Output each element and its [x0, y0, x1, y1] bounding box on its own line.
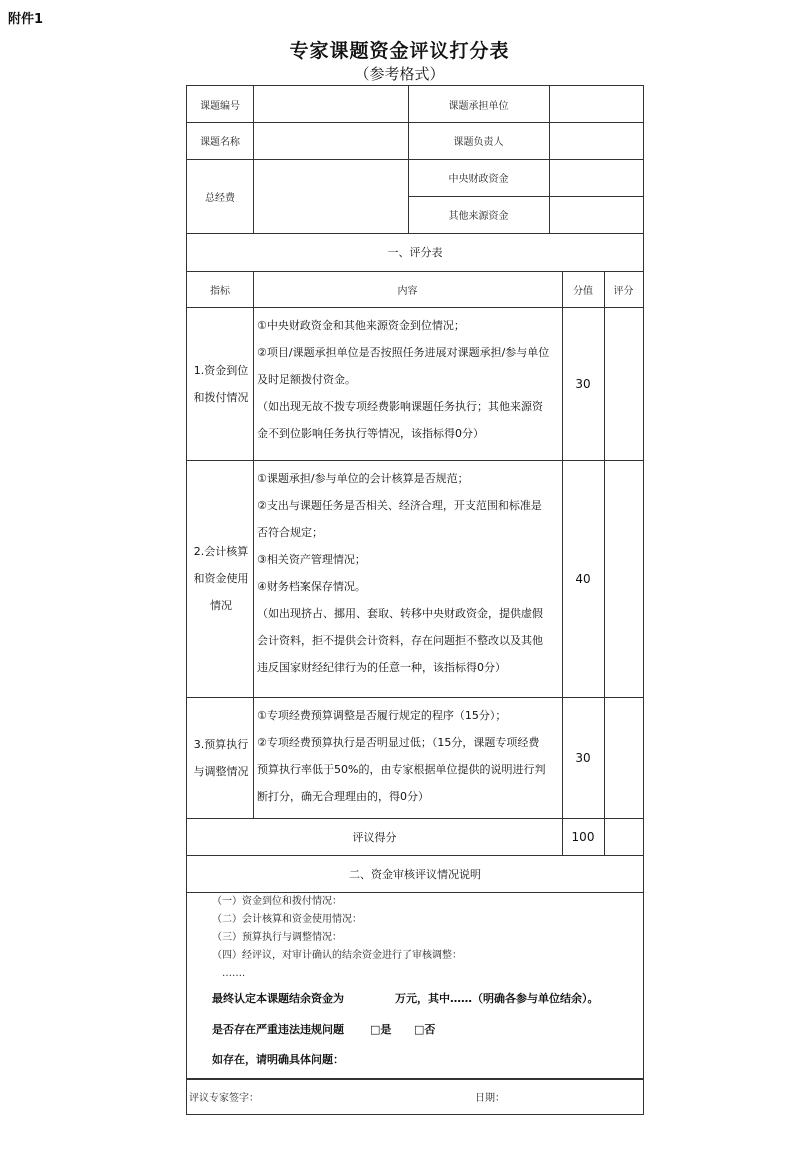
content-line: ②支出与课题任务是否相关、经济合理，开支范围和标准是: [257, 499, 542, 512]
content-line: ②项目/课题承担单位是否按照任务进展对课题承担/参与单位: [257, 346, 550, 359]
content-2: [257, 465, 561, 681]
page-subtitle: （参考格式）: [354, 65, 445, 83]
total-score-input[interactable]: [604, 818, 643, 855]
content-line: （如出现无故不拨专项经费影响课题任务执行；其他来源资: [257, 400, 543, 413]
other-funds-label: 其他来源资金: [448, 211, 509, 222]
note-item: （四）经评议，对审计确认的结余资金进行了审核调整：: [212, 950, 462, 961]
content-line: ①课题承担/参与单位的会计核算是否规范；: [257, 472, 469, 485]
central-funds-label: 中央财政资金: [448, 174, 509, 185]
full-score-1: 30: [575, 376, 591, 391]
rule: [187, 1079, 643, 1080]
other-funds-field[interactable]: [549, 196, 643, 233]
conclusion-prefix: 最终认定本课题结余资金为: [212, 992, 344, 1005]
content-line: （如出现挤占、挪用、套取、转移中央财政资金，提供虚假: [257, 607, 543, 620]
project-no-field[interactable]: [253, 86, 408, 122]
score-input-1[interactable]: [604, 307, 643, 460]
leader-field[interactable]: [549, 122, 643, 159]
project-name-label: 课题名称: [200, 137, 240, 148]
central-funds-field[interactable]: [549, 159, 643, 196]
content-line: 断打分，确无合理理由的，得0分）: [257, 790, 429, 803]
note-item: （一）资金到位和拨付情况：: [212, 896, 342, 907]
content-line: 违反国家财经纪律行为的任意一种，该指标得0分）: [257, 661, 506, 674]
total-label: 评议得分: [352, 830, 397, 844]
score-input-3[interactable]: [604, 697, 643, 818]
violation-yes-checkbox[interactable]: □是: [370, 1023, 392, 1036]
violation-question: 是否存在严重违法违规问题: [212, 1023, 344, 1036]
detail-prompt: 如存在，请明确具体问题：: [212, 1053, 344, 1066]
full-score-2: 40: [575, 571, 591, 586]
content-header: 内容: [397, 285, 418, 297]
full-score-3: 30: [575, 750, 591, 765]
conclusion-suffix: 万元，其中……（明确各参与单位结余）。: [395, 992, 599, 1005]
content-line: ④财务档案保存情况。: [257, 580, 366, 593]
content-line: 会计资料，拒不提供会计资料，存在问题拒不整改以及其他: [257, 634, 543, 647]
indicator-2: 2.会计核算和资金使用情况: [193, 545, 249, 612]
content-line: ②专项经费预算执行是否明显过低；（15分，课题专项经费: [257, 736, 540, 749]
undertaker-label: 课题承担单位: [448, 100, 509, 112]
notes-list: [212, 893, 462, 983]
rule: [253, 271, 254, 818]
rule: [186, 1078, 644, 1079]
content-line: ①专项经费预算调整是否履行规定的程序（15分）；: [257, 709, 507, 722]
content-line: 金不到位影响任务执行等情况，该指标得0分）: [257, 427, 484, 440]
signature-label: 评议专家签字：: [189, 1093, 259, 1104]
content-1: [257, 312, 561, 447]
content-3: [257, 702, 561, 810]
indicator-3: 3.预算执行与调整情况: [193, 737, 249, 778]
violation-no-checkbox[interactable]: □否: [414, 1023, 436, 1036]
score-input-2[interactable]: [604, 460, 643, 697]
content-line: 及时足额拨付资金。: [257, 373, 356, 386]
score-header: 评分: [613, 285, 634, 297]
indicator-header: 指标: [210, 285, 230, 297]
leader-label: 课题负责人: [453, 137, 504, 148]
section-2-title: 二、资金审核评议情况说明: [349, 867, 481, 881]
section-1-title: 一、评分表: [387, 246, 443, 259]
total-funds-field[interactable]: [253, 159, 408, 233]
content-line: ①中央财政资金和其他来源资金到位情况；: [257, 319, 465, 332]
project-no-label: 课题编号: [200, 100, 240, 112]
total-funds-label: 总经费: [205, 192, 235, 204]
content-line: 预算执行率低于50%的，由专家根据单位提供的说明进行判: [257, 763, 546, 776]
undertaker-field[interactable]: [549, 86, 643, 122]
total-full-score: 100: [571, 829, 595, 844]
full-score-header: 分值: [573, 285, 593, 297]
note-item: （三）预算执行与调整情况：: [212, 932, 342, 943]
project-name-field[interactable]: [253, 122, 408, 159]
note-item: （二）会计核算和资金使用情况：: [212, 914, 362, 925]
indicator-1: 1.资金到位和拨付情况: [193, 363, 249, 404]
content-line: 否符合规定；: [257, 526, 323, 539]
note-item: …….: [222, 968, 246, 979]
attachment-label: 附件1: [8, 12, 44, 27]
date-label: 日期：: [475, 1093, 505, 1104]
content-line: ③相关资产管理情况；: [257, 553, 366, 566]
page-title: 专家课题资金评议打分表: [289, 40, 510, 62]
